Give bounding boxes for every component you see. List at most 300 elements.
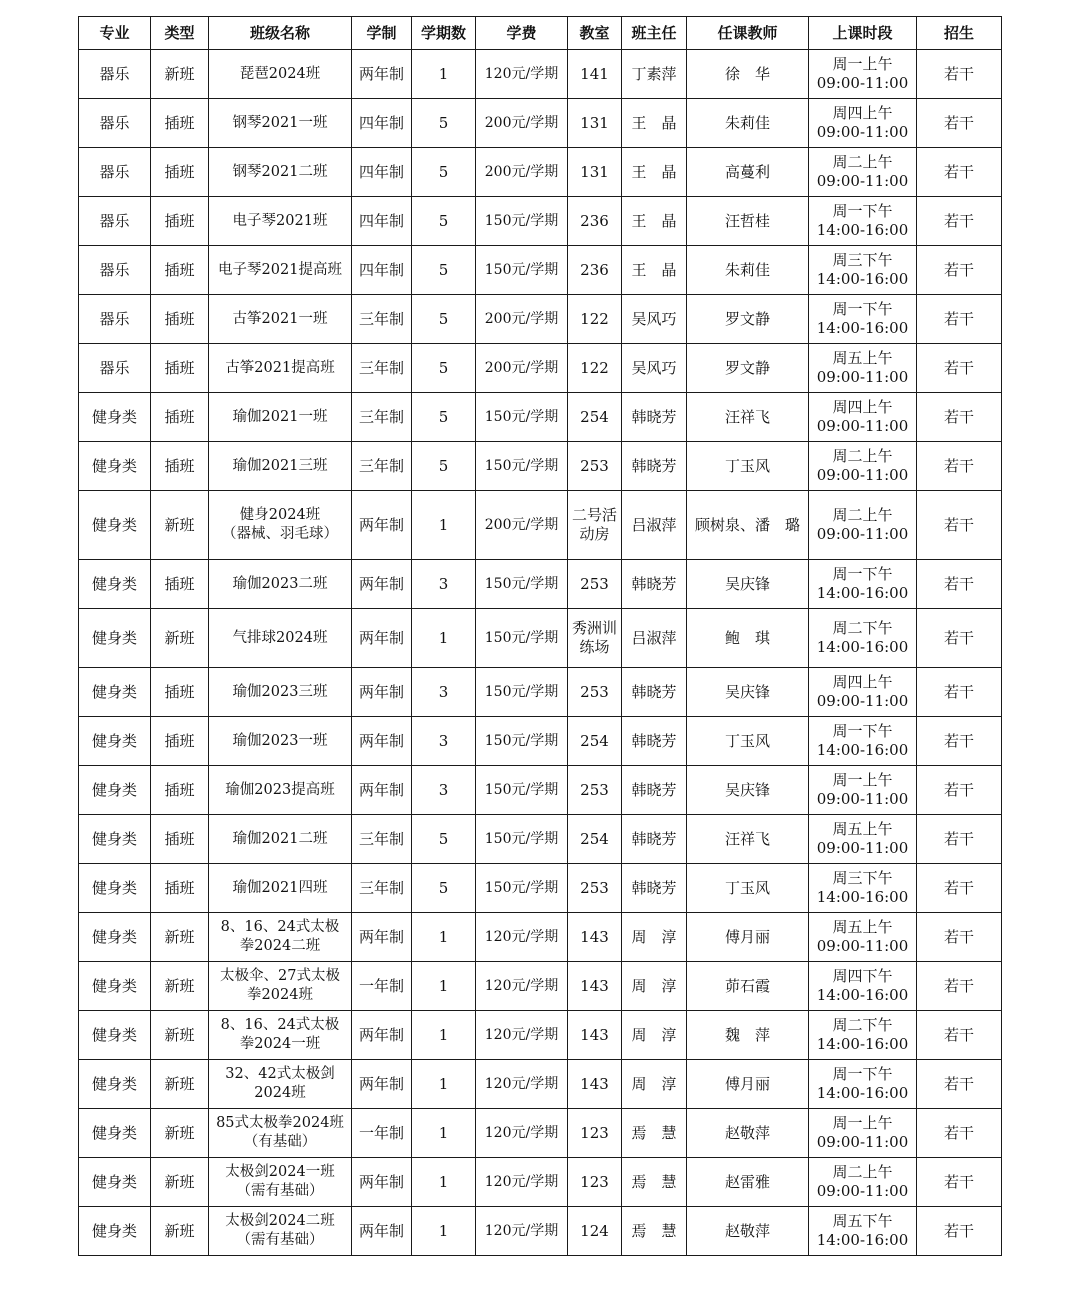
cell-room: 143 [568,962,622,1011]
cell-time: 周四上午 09:00-11:00 [809,393,917,442]
cell-terms: 5 [412,815,476,864]
header-type: 类型 [151,17,209,50]
cell-time: 周二下午 14:00-16:00 [809,1011,917,1060]
cell-head-teacher: 韩晓芳 [622,668,687,717]
cell-terms: 1 [412,913,476,962]
table-row [79,491,1002,560]
cell-room: 141 [568,50,622,99]
cell-enroll: 若干 [917,99,1002,148]
cell-type: 新班 [151,1207,209,1256]
cell-enroll: 若干 [917,717,1002,766]
cell-terms: 3 [412,668,476,717]
cell-type: 插班 [151,668,209,717]
cell-fee: 150元/学期 [476,609,568,668]
table-row [79,99,1002,148]
cell-terms: 5 [412,99,476,148]
cell-enroll: 若干 [917,442,1002,491]
header-system: 学制 [352,17,412,50]
cell-fee: 150元/学期 [476,560,568,609]
cell-time: 周五下午 14:00-16:00 [809,1207,917,1256]
cell-room: 254 [568,815,622,864]
cell-system: 两年制 [352,1207,412,1256]
cell-major: 健身类 [79,717,151,766]
cell-head-teacher: 韩晓芳 [622,442,687,491]
cell-major: 健身类 [79,1207,151,1256]
cell-teacher: 汪祥飞 [687,815,809,864]
cell-system: 三年制 [352,864,412,913]
cell-class-name: 85式太极拳2024班 （有基础） [209,1109,352,1158]
cell-time: 周一上午 09:00-11:00 [809,50,917,99]
cell-room: 131 [568,148,622,197]
cell-class-name: 瑜伽2023三班 [209,668,352,717]
cell-type: 插班 [151,99,209,148]
cell-class-name: 古筝2021提高班 [209,344,352,393]
cell-type: 新班 [151,1060,209,1109]
cell-system: 两年制 [352,913,412,962]
cell-time: 周一上午 09:00-11:00 [809,1109,917,1158]
cell-teacher: 赵敬萍 [687,1109,809,1158]
cell-type: 插班 [151,766,209,815]
cell-terms: 5 [412,393,476,442]
cell-enroll: 若干 [917,864,1002,913]
cell-head-teacher: 吴风巧 [622,344,687,393]
cell-head-teacher: 周 淳 [622,1060,687,1109]
cell-head-teacher: 韩晓芳 [622,864,687,913]
cell-teacher: 丁玉风 [687,864,809,913]
cell-teacher: 朱莉佳 [687,99,809,148]
cell-class-name: 琵琶2024班 [209,50,352,99]
cell-fee: 120元/学期 [476,1109,568,1158]
cell-time: 周四下午 14:00-16:00 [809,962,917,1011]
cell-class-name: 瑜伽2023一班 [209,717,352,766]
cell-type: 插班 [151,717,209,766]
cell-teacher: 高蔓利 [687,148,809,197]
cell-time: 周四上午 09:00-11:00 [809,99,917,148]
table-row [79,344,1002,393]
cell-class-name: 健身2024班 （器械、羽毛球） [209,491,352,560]
cell-fee: 200元/学期 [476,491,568,560]
cell-head-teacher: 韩晓芳 [622,766,687,815]
cell-room: 236 [568,246,622,295]
cell-room: 253 [568,668,622,717]
table-body [79,50,1002,1256]
cell-terms: 3 [412,717,476,766]
cell-fee: 150元/学期 [476,246,568,295]
cell-head-teacher: 韩晓芳 [622,393,687,442]
cell-enroll: 若干 [917,766,1002,815]
cell-system: 一年制 [352,962,412,1011]
cell-time: 周二上午 09:00-11:00 [809,148,917,197]
cell-room: 143 [568,1011,622,1060]
cell-major: 健身类 [79,913,151,962]
cell-system: 三年制 [352,344,412,393]
header-fee: 学费 [476,17,568,50]
cell-system: 四年制 [352,246,412,295]
cell-head-teacher: 韩晓芳 [622,815,687,864]
cell-fee: 120元/学期 [476,1158,568,1207]
cell-fee: 200元/学期 [476,148,568,197]
cell-terms: 5 [412,148,476,197]
cell-class-name: 瑜伽2023二班 [209,560,352,609]
table-row [79,197,1002,246]
cell-major: 器乐 [79,197,151,246]
cell-time: 周五上午 09:00-11:00 [809,913,917,962]
cell-enroll: 若干 [917,815,1002,864]
cell-time: 周五上午 09:00-11:00 [809,344,917,393]
cell-fee: 150元/学期 [476,393,568,442]
cell-major: 器乐 [79,99,151,148]
cell-class-name: 瑜伽2021四班 [209,864,352,913]
cell-time: 周二上午 09:00-11:00 [809,442,917,491]
header-teacher: 任课教师 [687,17,809,50]
cell-major: 健身类 [79,1158,151,1207]
cell-major: 健身类 [79,609,151,668]
cell-room: 254 [568,393,622,442]
cell-head-teacher: 焉 慧 [622,1207,687,1256]
table-row [79,1207,1002,1256]
cell-major: 器乐 [79,344,151,393]
table-row [79,1158,1002,1207]
cell-major: 健身类 [79,1011,151,1060]
cell-major: 健身类 [79,491,151,560]
cell-enroll: 若干 [917,913,1002,962]
cell-room: 143 [568,1060,622,1109]
cell-room: 131 [568,99,622,148]
header-terms: 学期数 [412,17,476,50]
table-row [79,295,1002,344]
cell-head-teacher: 吴风巧 [622,295,687,344]
header-room: 教室 [568,17,622,50]
cell-terms: 3 [412,766,476,815]
cell-time: 周二下午 14:00-16:00 [809,609,917,668]
cell-class-name: 电子琴2021班 [209,197,352,246]
cell-type: 插班 [151,148,209,197]
cell-type: 新班 [151,491,209,560]
table-row [79,609,1002,668]
cell-enroll: 若干 [917,491,1002,560]
cell-head-teacher: 王 晶 [622,246,687,295]
cell-enroll: 若干 [917,148,1002,197]
cell-fee: 150元/学期 [476,766,568,815]
cell-system: 两年制 [352,50,412,99]
cell-enroll: 若干 [917,1109,1002,1158]
cell-type: 插班 [151,197,209,246]
cell-class-name: 电子琴2021提高班 [209,246,352,295]
cell-fee: 150元/学期 [476,864,568,913]
cell-teacher: 魏 萍 [687,1011,809,1060]
table-row [79,766,1002,815]
cell-class-name: 钢琴2021一班 [209,99,352,148]
cell-terms: 1 [412,1060,476,1109]
cell-teacher: 茆石霞 [687,962,809,1011]
cell-room: 122 [568,344,622,393]
cell-type: 插班 [151,442,209,491]
cell-fee: 150元/学期 [476,197,568,246]
cell-major: 健身类 [79,864,151,913]
table-row [79,246,1002,295]
cell-terms: 5 [412,442,476,491]
cell-room: 124 [568,1207,622,1256]
cell-head-teacher: 周 淳 [622,962,687,1011]
cell-teacher: 赵敬萍 [687,1207,809,1256]
cell-teacher: 吴庆锋 [687,560,809,609]
cell-room: 123 [568,1158,622,1207]
cell-fee: 150元/学期 [476,668,568,717]
header-time: 上课时段 [809,17,917,50]
cell-class-name: 太极伞、27式太极 拳2024班 [209,962,352,1011]
cell-head-teacher: 焉 慧 [622,1109,687,1158]
cell-major: 器乐 [79,148,151,197]
cell-fee: 120元/学期 [476,1207,568,1256]
cell-room: 236 [568,197,622,246]
cell-enroll: 若干 [917,560,1002,609]
cell-type: 插班 [151,344,209,393]
cell-time: 周三下午 14:00-16:00 [809,246,917,295]
cell-time: 周一下午 14:00-16:00 [809,295,917,344]
table-row [79,442,1002,491]
table-row [79,913,1002,962]
cell-fee: 150元/学期 [476,442,568,491]
cell-teacher: 吴庆锋 [687,668,809,717]
cell-fee: 200元/学期 [476,295,568,344]
cell-terms: 1 [412,962,476,1011]
cell-type: 新班 [151,913,209,962]
cell-type: 新班 [151,1158,209,1207]
cell-class-name: 8、16、24式太极 拳2024二班 [209,913,352,962]
cell-time: 周一下午 14:00-16:00 [809,717,917,766]
cell-enroll: 若干 [917,1158,1002,1207]
cell-time: 周二上午 09:00-11:00 [809,491,917,560]
cell-enroll: 若干 [917,609,1002,668]
cell-time: 周三下午 14:00-16:00 [809,864,917,913]
cell-room: 122 [568,295,622,344]
cell-system: 两年制 [352,1060,412,1109]
cell-type: 插班 [151,295,209,344]
cell-head-teacher: 周 淳 [622,913,687,962]
cell-major: 器乐 [79,246,151,295]
cell-class-name: 瑜伽2021一班 [209,393,352,442]
cell-type: 插班 [151,246,209,295]
cell-terms: 5 [412,197,476,246]
table-row [79,668,1002,717]
cell-enroll: 若干 [917,668,1002,717]
cell-head-teacher: 王 晶 [622,99,687,148]
cell-fee: 200元/学期 [476,344,568,393]
table-row [79,50,1002,99]
cell-enroll: 若干 [917,295,1002,344]
cell-fee: 200元/学期 [476,99,568,148]
cell-room: 123 [568,1109,622,1158]
cell-time: 周二上午 09:00-11:00 [809,1158,917,1207]
cell-terms: 5 [412,295,476,344]
cell-enroll: 若干 [917,246,1002,295]
cell-system: 四年制 [352,197,412,246]
cell-teacher: 鲍 琪 [687,609,809,668]
cell-enroll: 若干 [917,1011,1002,1060]
cell-type: 新班 [151,962,209,1011]
cell-time: 周一下午 14:00-16:00 [809,560,917,609]
cell-system: 两年制 [352,1158,412,1207]
table-row [79,148,1002,197]
table-row [79,717,1002,766]
cell-head-teacher: 吕淑萍 [622,609,687,668]
cell-system: 三年制 [352,393,412,442]
cell-time: 周五上午 09:00-11:00 [809,815,917,864]
header-enroll: 招生 [917,17,1002,50]
cell-teacher: 朱莉佳 [687,246,809,295]
cell-time: 周一下午 14:00-16:00 [809,1060,917,1109]
cell-system: 三年制 [352,815,412,864]
cell-major: 健身类 [79,393,151,442]
cell-system: 四年制 [352,99,412,148]
cell-time: 周一上午 09:00-11:00 [809,766,917,815]
cell-class-name: 32、42式太极剑 2024班 [209,1060,352,1109]
cell-class-name: 瑜伽2023提高班 [209,766,352,815]
cell-fee: 150元/学期 [476,815,568,864]
cell-class-name: 瑜伽2021三班 [209,442,352,491]
cell-head-teacher: 韩晓芳 [622,717,687,766]
cell-enroll: 若干 [917,1060,1002,1109]
cell-teacher: 顾树泉、潘 璐 [687,491,809,560]
cell-system: 两年制 [352,609,412,668]
table-row [79,815,1002,864]
cell-class-name: 古筝2021一班 [209,295,352,344]
cell-major: 健身类 [79,1109,151,1158]
cell-enroll: 若干 [917,197,1002,246]
schedule-table [78,16,1002,1256]
cell-terms: 3 [412,560,476,609]
cell-terms: 1 [412,1158,476,1207]
cell-enroll: 若干 [917,344,1002,393]
cell-terms: 1 [412,1207,476,1256]
cell-type: 新班 [151,1011,209,1060]
cell-terms: 1 [412,1011,476,1060]
cell-major: 健身类 [79,1060,151,1109]
cell-room: 253 [568,442,622,491]
cell-room: 254 [568,717,622,766]
cell-major: 健身类 [79,815,151,864]
cell-class-name: 太极剑2024二班 （需有基础） [209,1207,352,1256]
cell-teacher: 丁玉风 [687,442,809,491]
cell-head-teacher: 王 晶 [622,197,687,246]
cell-fee: 120元/学期 [476,1060,568,1109]
schedule-table-wrapper [78,16,1002,1256]
cell-teacher: 傅月丽 [687,913,809,962]
cell-fee: 150元/学期 [476,717,568,766]
cell-type: 插班 [151,864,209,913]
cell-terms: 1 [412,609,476,668]
cell-room: 253 [568,864,622,913]
header-major: 专业 [79,17,151,50]
cell-time: 周四上午 09:00-11:00 [809,668,917,717]
cell-teacher: 赵雷雅 [687,1158,809,1207]
cell-system: 三年制 [352,442,412,491]
cell-head-teacher: 吕淑萍 [622,491,687,560]
cell-class-name: 瑜伽2021二班 [209,815,352,864]
cell-head-teacher: 焉 慧 [622,1158,687,1207]
cell-major: 健身类 [79,962,151,1011]
header-class-name: 班级名称 [209,17,352,50]
header-row [79,17,1002,50]
cell-teacher: 傅月丽 [687,1060,809,1109]
cell-type: 插班 [151,393,209,442]
cell-system: 两年制 [352,668,412,717]
cell-terms: 1 [412,1109,476,1158]
cell-major: 健身类 [79,668,151,717]
cell-class-name: 太极剑2024一班 （需有基础） [209,1158,352,1207]
cell-type: 新班 [151,609,209,668]
cell-major: 健身类 [79,442,151,491]
cell-terms: 5 [412,246,476,295]
cell-room: 二号活 动房 [568,491,622,560]
header-head-teacher: 班主任 [622,17,687,50]
cell-system: 两年制 [352,766,412,815]
table-row [79,1109,1002,1158]
table-row [79,560,1002,609]
cell-terms: 1 [412,50,476,99]
cell-teacher: 吴庆锋 [687,766,809,815]
cell-teacher: 汪祥飞 [687,393,809,442]
cell-system: 三年制 [352,295,412,344]
cell-terms: 1 [412,491,476,560]
cell-enroll: 若干 [917,1207,1002,1256]
cell-type: 新班 [151,1109,209,1158]
cell-type: 插班 [151,560,209,609]
cell-system: 两年制 [352,1011,412,1060]
cell-major: 健身类 [79,560,151,609]
cell-system: 一年制 [352,1109,412,1158]
cell-type: 插班 [151,815,209,864]
cell-room: 秀洲训 练场 [568,609,622,668]
cell-fee: 120元/学期 [476,50,568,99]
cell-teacher: 罗文静 [687,295,809,344]
cell-major: 器乐 [79,50,151,99]
cell-head-teacher: 周 淳 [622,1011,687,1060]
cell-system: 两年制 [352,560,412,609]
cell-class-name: 8、16、24式太极 拳2024一班 [209,1011,352,1060]
cell-room: 143 [568,913,622,962]
cell-head-teacher: 王 晶 [622,148,687,197]
cell-teacher: 汪哲桂 [687,197,809,246]
cell-head-teacher: 丁素萍 [622,50,687,99]
table-row [79,864,1002,913]
cell-enroll: 若干 [917,50,1002,99]
cell-teacher: 徐 华 [687,50,809,99]
cell-fee: 120元/学期 [476,913,568,962]
cell-type: 新班 [151,50,209,99]
table-row [79,393,1002,442]
cell-enroll: 若干 [917,393,1002,442]
cell-class-name: 钢琴2021二班 [209,148,352,197]
cell-terms: 5 [412,864,476,913]
table-row [79,1011,1002,1060]
cell-class-name: 气排球2024班 [209,609,352,668]
cell-system: 两年制 [352,717,412,766]
cell-teacher: 丁玉风 [687,717,809,766]
cell-fee: 120元/学期 [476,962,568,1011]
cell-enroll: 若干 [917,962,1002,1011]
table-row [79,962,1002,1011]
table-row [79,1060,1002,1109]
cell-system: 两年制 [352,491,412,560]
cell-fee: 120元/学期 [476,1011,568,1060]
cell-teacher: 罗文静 [687,344,809,393]
cell-major: 健身类 [79,766,151,815]
cell-head-teacher: 韩晓芳 [622,560,687,609]
cell-system: 四年制 [352,148,412,197]
cell-room: 253 [568,560,622,609]
cell-time: 周一下午 14:00-16:00 [809,197,917,246]
